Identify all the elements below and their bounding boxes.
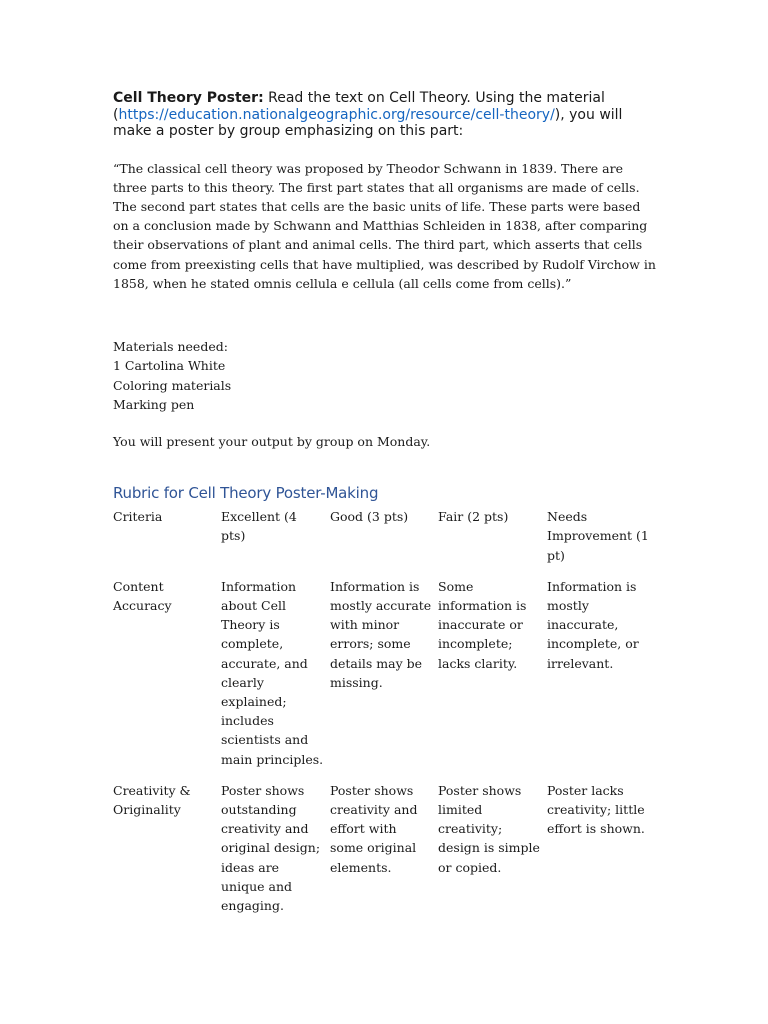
good-cell: Information is mostly accurate with minor errors; some details may be missing.	[330, 578, 432, 690]
materials-heading: Materials needed:	[113, 338, 228, 354]
document-page	[113, 90, 673, 927]
excellent-cell: Information about Cell Theory is complete, accurate, and clearly explained; includes scientists and main principles.	[221, 578, 324, 767]
materials-list	[113, 337, 673, 414]
excellent-cell: Poster shows outstanding creativity and original design; ideas are unique and engaging.	[221, 782, 321, 913]
criteria-cell: Creativity & Originality	[113, 782, 191, 817]
intro-text-before-link: Read the text on Cell Theory. Using the material (	[113, 90, 605, 123]
needs-improvement-cell: Poster lacks creativity; little effort is shown.	[547, 782, 645, 837]
rubric-row-creativity	[113, 781, 655, 927]
good-cell: Poster shows creativity and effort with some original elements.	[330, 782, 418, 875]
header-fair: Fair (2 pts)	[438, 509, 509, 525]
fair-cell: Some information is inaccurate or incomplete; lacks clarity.	[438, 578, 527, 671]
material-item: 1 Cartolina White	[113, 358, 226, 374]
intro-text-after-link: ), you will make a poster by group emphasizing on this part:	[113, 106, 623, 139]
presentation-note: You will present your output by group on Monday.	[113, 434, 431, 450]
resource-link[interactable]: https://education.nationalgeographic.org/resource/cell-theory/	[118, 106, 555, 123]
header-needs-improvement: Needs Improvement (1 pt)	[547, 509, 649, 563]
needs-improvement-cell: Information is mostly inaccurate, incomplete, or irrelevant.	[547, 578, 639, 671]
poster-heading: Cell Theory Poster:	[113, 90, 264, 106]
header-excellent: Excellent (4 pts)	[221, 509, 297, 544]
cell-theory-quote: “The classical cell theory was proposed by Theodor Schwann in 1839. There are three parts to this theory. The first part states that all organisms are made of cells. The second part states that cells are the basic units of life. These parts were based on a conclusion made by Schwann and Matthias Schleiden in 1838, after comparing their observations of plant and animal cells. The third part, which asserts that cells come from preexisting cells that have multiplied, was described by Rudolf Virchow in 1858, when he stated omnis cellula e cellula (all cells come from cells).”	[113, 160, 656, 291]
rubric-header-row	[113, 507, 655, 577]
fair-cell: Poster shows limited creativity; design is simple or copied.	[438, 782, 540, 875]
criteria-cell: Content Accuracy	[113, 578, 172, 613]
rubric-row-content-accuracy	[113, 577, 655, 781]
material-item: Coloring materials	[113, 377, 232, 393]
intro-paragraph	[113, 90, 653, 140]
rubric-table	[113, 507, 655, 927]
material-item: Marking pen	[113, 396, 195, 412]
header-good: Good (3 pts)	[330, 509, 409, 525]
rubric-title: Rubric for Cell Theory Poster-Making	[113, 484, 379, 503]
header-criteria: Criteria	[113, 509, 163, 525]
